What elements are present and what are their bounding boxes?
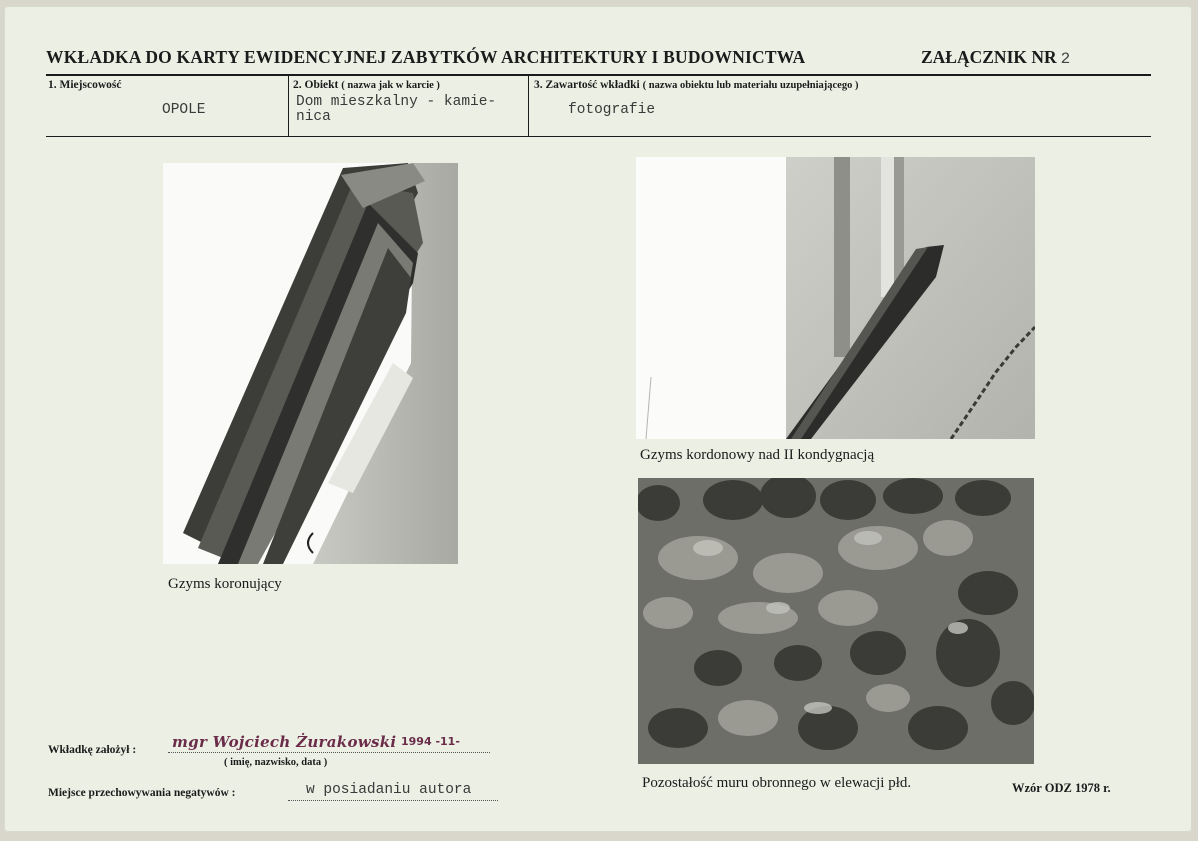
locality-value: OPOLE (162, 102, 206, 118)
photo-string-course-image (636, 157, 1035, 439)
contents-label (534, 79, 858, 91)
annex-number: 2 (1060, 50, 1071, 68)
column-divider-2 (528, 76, 529, 137)
object-value-line2: nica (296, 109, 331, 125)
annex-label (921, 47, 1070, 68)
created-by-label: Wkładkę założył : (48, 744, 137, 756)
photo-defensive-wall-image (638, 478, 1034, 764)
locality-label: 1. Miejscowość (48, 79, 122, 91)
contents-label-note: ( nazwa obiektu lub materiału uzupełniającego ) (642, 80, 859, 91)
author-signature-stamp: mgr Wojciech Żurakowski (172, 733, 397, 751)
negatives-location-line (288, 800, 498, 801)
photo-defensive-wall (638, 478, 1034, 764)
negatives-location-label: Miejsce przechowywania negatywów : (48, 787, 236, 799)
form-title: WKŁADKA DO KARTY EWIDENCYJNEJ ZABYTKÓW ARCHITEKTURY I BUDOWNICTWA (46, 47, 806, 67)
header-top-rule (46, 74, 1151, 76)
photo-crowning-cornice-image (163, 163, 458, 564)
contents-label-text: 3. Zawartość wkładki (534, 79, 640, 91)
header-bottom-rule (46, 136, 1151, 137)
object-label-note: ( nazwa jak w karcie ) (341, 80, 440, 91)
object-value-line1: Dom mieszkalny - kamie- (296, 94, 497, 110)
annex-label-text: ZAŁĄCZNIK NR (921, 47, 1057, 67)
photo-1-caption: Gzyms koronujący (168, 576, 282, 592)
negatives-location-value: w posiadaniu autora (306, 782, 472, 798)
creation-date-stamp: 1994 -11- (401, 735, 460, 748)
created-by-line (168, 752, 490, 753)
photo-crowning-cornice (163, 163, 458, 564)
photo-2-caption: Gzyms kordonowy nad II kondygnacją (640, 447, 875, 463)
created-by-note: ( imię, nazwisko, data ) (224, 757, 328, 768)
object-label (293, 79, 440, 91)
photo-3-caption: Pozostałość muru obronnego w elewacji płd. (642, 775, 912, 791)
form-pattern-note: Wzór ODZ 1978 r. (1012, 781, 1111, 795)
contents-value: fotografie (568, 102, 656, 118)
column-divider-1 (288, 76, 289, 137)
photo-string-course (636, 157, 1035, 439)
object-label-text: 2. Obiekt (293, 79, 339, 91)
